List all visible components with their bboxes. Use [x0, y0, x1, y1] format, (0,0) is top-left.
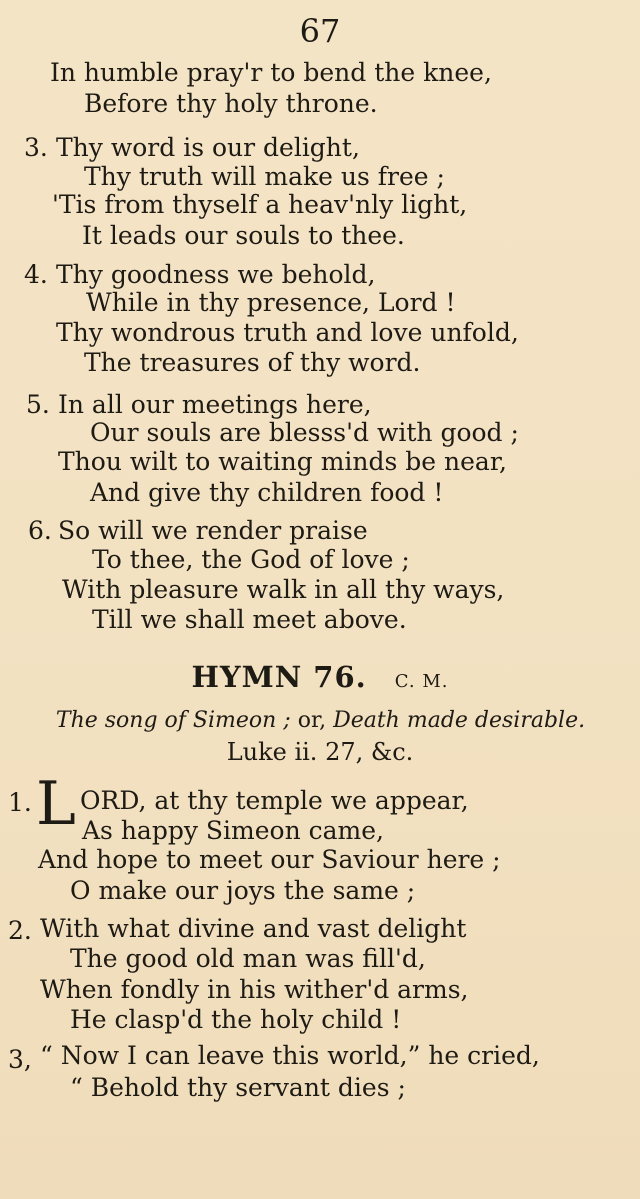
subtitle-part1: The song of Simeon ; [55, 708, 291, 733]
scripture-reference: Luke ii. 27, &c. [226, 738, 414, 766]
verse-number: 3, [8, 1045, 32, 1074]
continuation-line: In humble pray'r to bend the knee, [50, 58, 492, 87]
verse-line: It leads our souls to thee. [82, 221, 405, 250]
verse-line: Our souls are blesss'd with good ; [90, 418, 519, 447]
verse-line: ORD, at thy temple we appear, [80, 786, 469, 815]
verse-line: Thy wondrous truth and love unfold, [56, 318, 519, 347]
verse-line: The good old man was fill'd, [70, 944, 426, 973]
verse-line: While in thy presence, Lord ! [86, 288, 456, 317]
drop-cap: L [36, 769, 76, 839]
verse-line: And hope to meet our Saviour here ; [38, 845, 501, 874]
verse-number: 3. [24, 133, 48, 162]
verse-line: He clasp'd the holy child ! [70, 1005, 402, 1034]
verse-line: 'Tis from thyself a heav'nly light, [52, 190, 468, 219]
hymn-number: HYMN 76. [191, 660, 367, 694]
verse-line: In all our meetings here, [58, 390, 372, 419]
verse-line: O make our joys the same ; [70, 876, 416, 905]
verse-number: 5. [26, 390, 50, 419]
verse-line: With pleasure walk in all thy ways, [62, 575, 505, 604]
verse-line: The treasures of thy word. [84, 348, 421, 377]
verse-number: 2. [8, 916, 32, 945]
verse-line: And give thy children food ! [90, 478, 444, 507]
subtitle-or: or, [297, 708, 327, 733]
verse-number: 4. [24, 260, 48, 289]
hymn-meter: C. M. [394, 671, 449, 692]
verse-line: With what divine and vast delight [40, 914, 467, 943]
verse-number: 1. [8, 788, 32, 817]
verse-line: When fondly in his wither'd arms, [40, 975, 469, 1004]
page-number: 67 [299, 12, 341, 50]
verse-line: “ Now I can leave this world,” he cried, [40, 1041, 540, 1070]
verse-line: “ Behold thy servant dies ; [70, 1073, 406, 1102]
verse-line: To thee, the God of love ; [92, 545, 410, 574]
verse-line: Thy word is our delight, [56, 133, 360, 162]
hymn-title [0, 660, 640, 694]
hymn-subtitle [8, 708, 633, 733]
verse-number: 6. [28, 516, 52, 545]
verse-line: Till we shall meet above. [92, 605, 407, 634]
subtitle-part2: Death made desirable. [333, 708, 586, 733]
continuation-line: Before thy holy throne. [84, 89, 378, 118]
verse-line: As happy Simeon came, [82, 816, 384, 845]
verse-line: Thy truth will make us free ; [84, 162, 445, 191]
verse-line: So will we render praise [58, 516, 368, 545]
verse-line: Thy goodness we behold, [56, 260, 376, 289]
verse-line: Thou wilt to waiting minds be near, [58, 447, 507, 476]
